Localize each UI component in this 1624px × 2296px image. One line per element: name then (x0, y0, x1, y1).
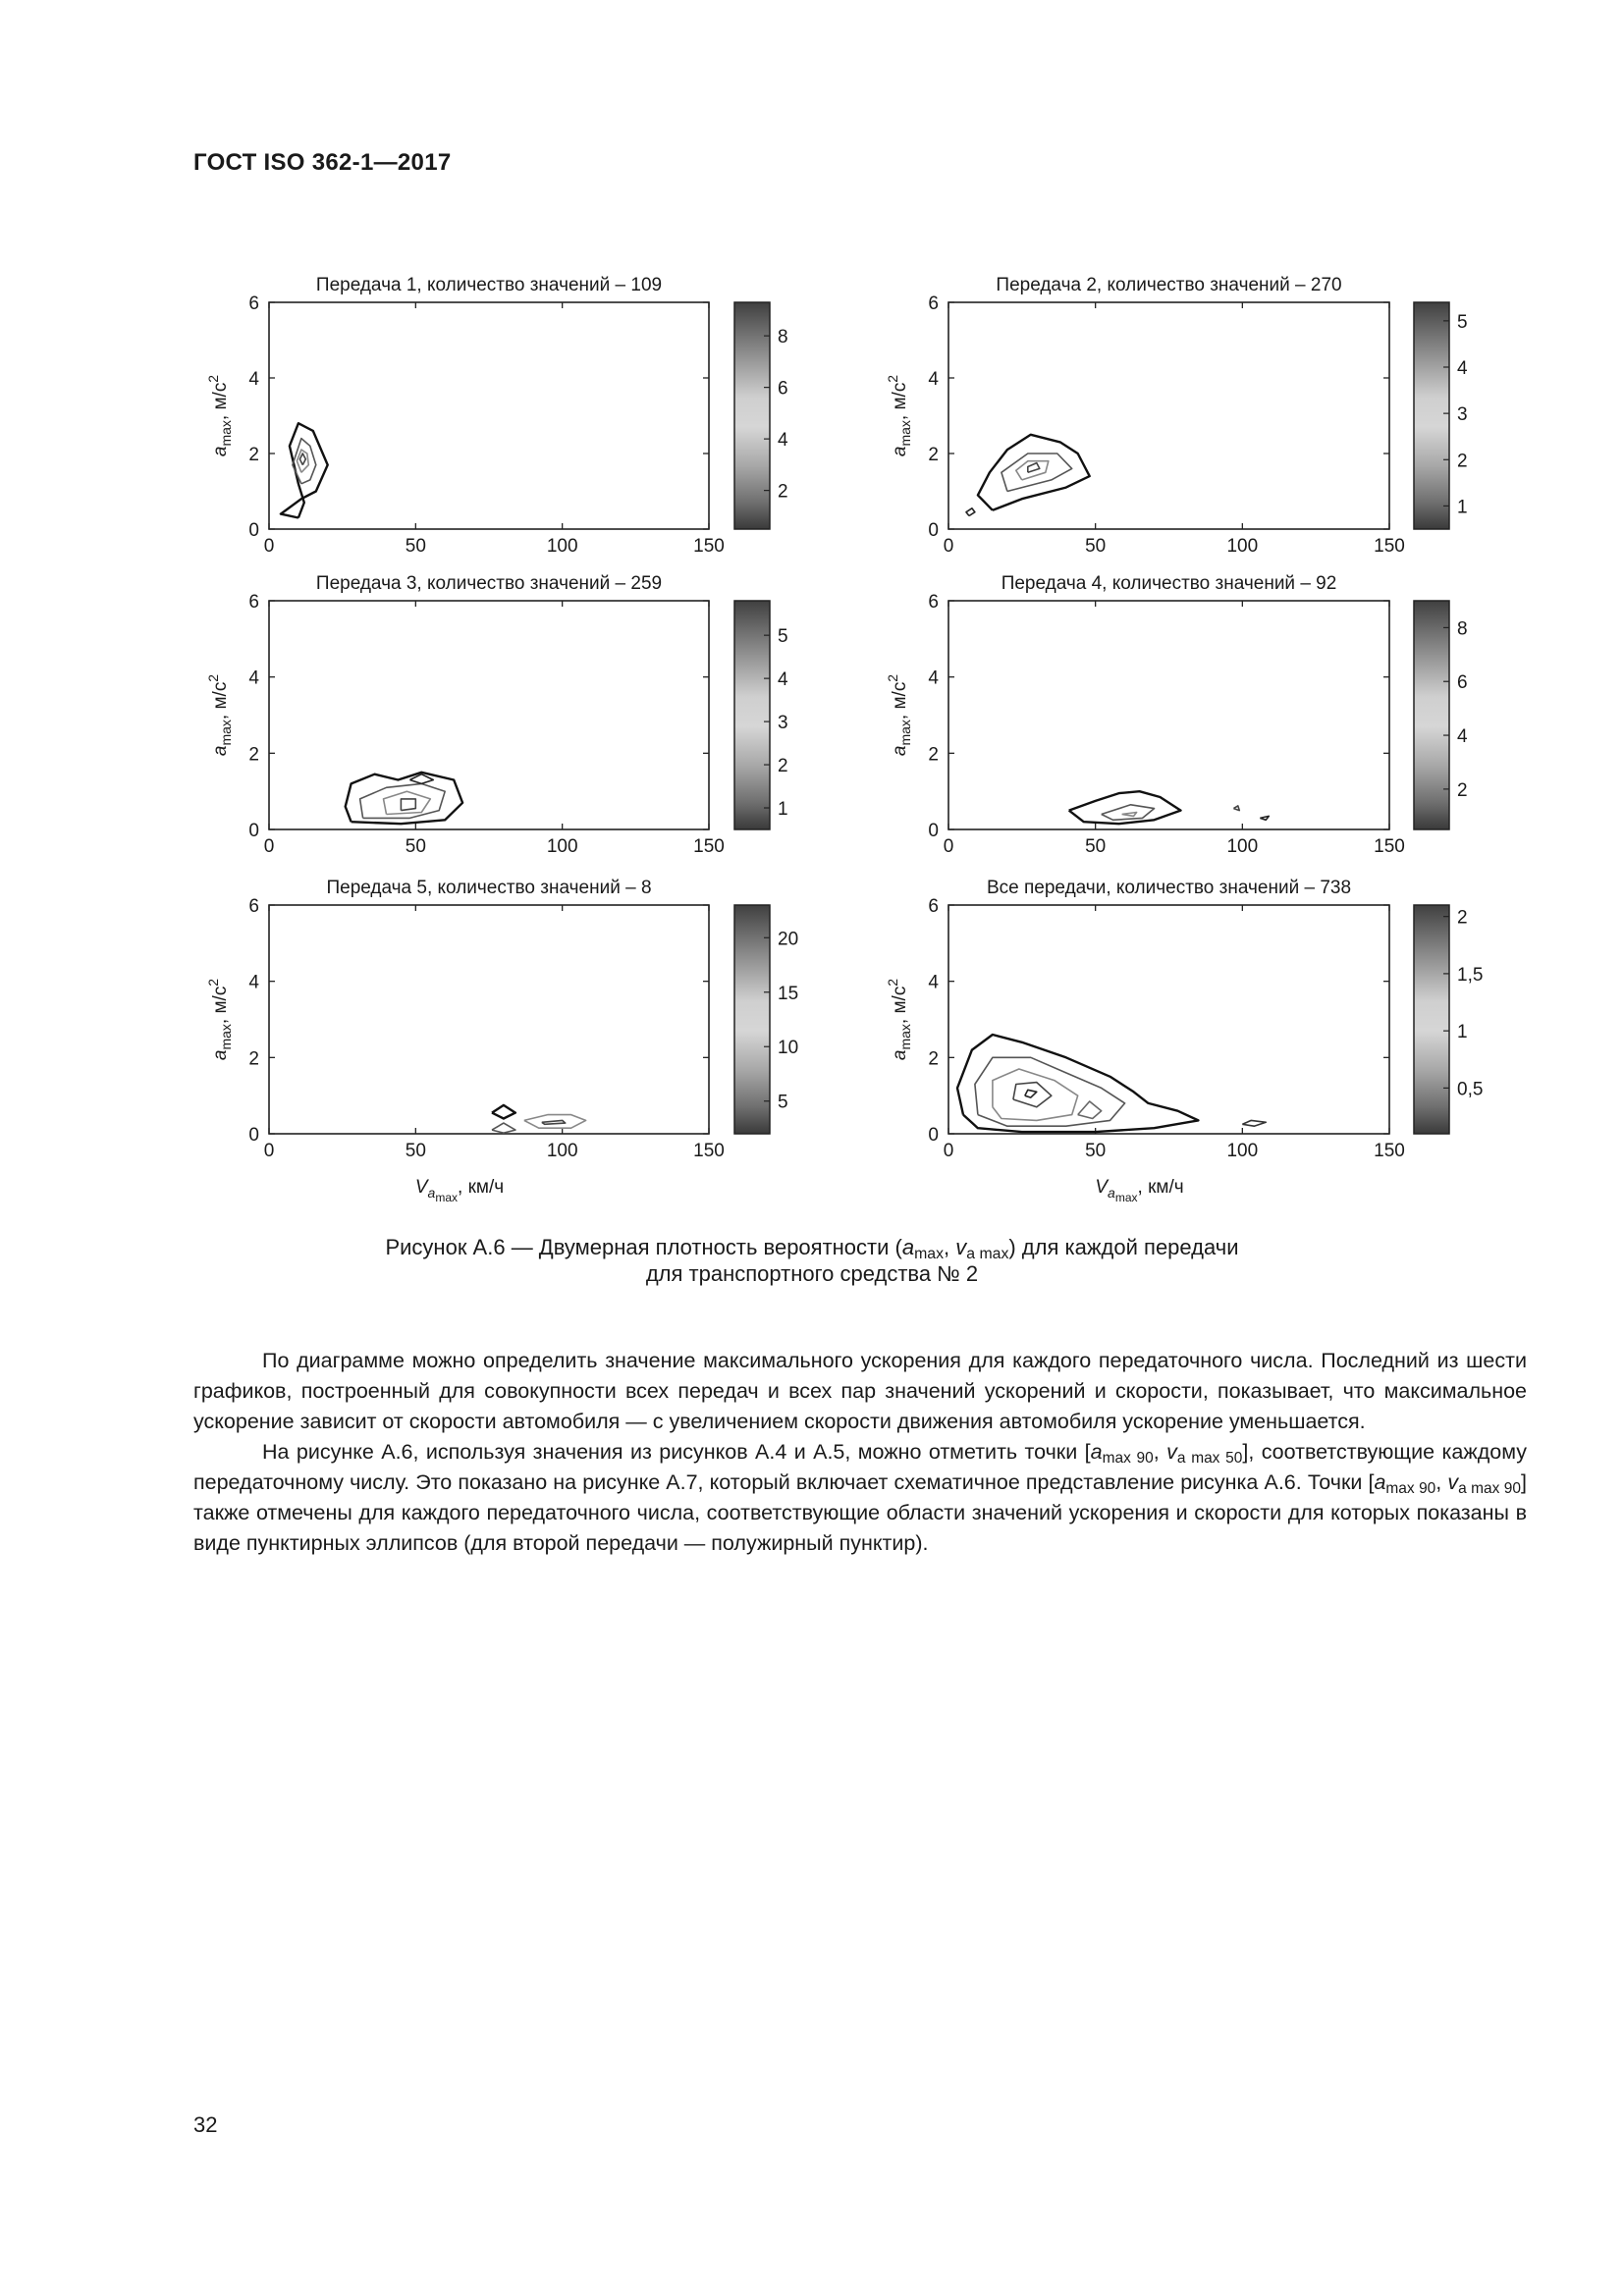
document-header: ГОСТ ISO 362-1—2017 (193, 149, 452, 176)
y-tick-label: 2 (928, 1048, 939, 1070)
x-tick-label: 150 (693, 1141, 725, 1161)
y-tick-label: 0 (928, 1125, 939, 1146)
y-axis-label: $a_{max}$, $м/с^2$ (205, 978, 234, 1061)
chart-title: Передача 5, количество значений – 8 (326, 878, 652, 898)
x-tick-label: 150 (1374, 1141, 1405, 1161)
x-tick-label: 50 (405, 1141, 426, 1161)
colorbar-tick-label: 4 (1457, 358, 1468, 379)
x-tick-label: 50 (405, 536, 426, 557)
y-tick-label: 0 (928, 520, 939, 541)
body-text (193, 1346, 1527, 1559)
colorbar-tick-label: 2 (1457, 451, 1468, 472)
y-tick-label: 6 (248, 592, 259, 613)
caption-line-1: Рисунок А.6 — Двумерная плотность вероятности ($a_{max}$, $v_{a max}$) для каждой передачи (385, 1235, 1239, 1262)
y-tick-label: 2 (248, 1048, 259, 1070)
plot-frame (269, 905, 709, 1134)
colorbar-tick-label: 4 (1457, 726, 1468, 748)
y-tick-label: 4 (928, 972, 939, 993)
chart-4 (885, 573, 1468, 857)
x-tick-label: 0 (263, 836, 275, 857)
colorbar (734, 905, 770, 1134)
colorbar-tick-label: 8 (1457, 618, 1468, 640)
y-tick-label: 4 (928, 369, 939, 390)
plot-frame (948, 601, 1389, 829)
x-tick-label: 150 (693, 536, 725, 557)
x-tick-label: 100 (546, 836, 578, 857)
x-axis-label: $V_{amax}$, км/ч (1095, 1177, 1184, 1204)
chart-1 (205, 275, 788, 557)
y-tick-label: 2 (248, 445, 259, 465)
x-tick-label: 100 (546, 536, 578, 557)
colorbar (1414, 905, 1449, 1134)
colorbar (1414, 302, 1449, 529)
y-tick-label: 4 (248, 972, 259, 993)
chart-5 (205, 878, 798, 1204)
y-axis-label: $a_{max}$, $м/с^2$ (885, 978, 913, 1061)
y-tick-label: 4 (248, 369, 259, 390)
x-tick-label: 100 (1226, 536, 1259, 557)
y-tick-label: 6 (248, 294, 259, 314)
y-tick-label: 4 (248, 667, 259, 689)
colorbar-tick-label: 4 (778, 430, 788, 452)
x-tick-label: 0 (943, 836, 954, 857)
colorbar-tick-label: 2 (1457, 779, 1468, 801)
colorbar-tick-label: 2 (778, 756, 788, 777)
colorbar-tick-label: 2 (1457, 907, 1468, 929)
chart-title: Передача 4, количество значений – 92 (1001, 573, 1337, 594)
paragraph-2: На рисунке А.6, используя значения из рисунков А.4 и А.5, можно отметить точки [$a_{max 90}$, $v_{a max 50}$], соответствующие каждому передаточному числу. Это показано на рисунке А.7, который включает схематичное представление рисунка А.6. Точки [$a_{max 90}$, $v_{a max 90}$] также отмечены для каждого передаточного числа, соответствующие области значений ускорения и скорости для которых показаны в виде пунктирных эллипсов (для второй передачи — полужирный пунктир). (193, 1440, 1527, 1555)
y-tick-label: 6 (248, 896, 259, 917)
x-tick-label: 50 (1085, 1141, 1107, 1161)
chart-3 (205, 573, 788, 857)
colorbar-tick-label: 2 (778, 481, 788, 503)
x-tick-label: 0 (263, 536, 275, 557)
x-tick-label: 50 (1085, 836, 1107, 857)
colorbar-tick-label: 15 (778, 983, 799, 1004)
x-tick-label: 100 (1226, 836, 1259, 857)
y-tick-label: 2 (248, 744, 259, 766)
colorbar-tick-label: 3 (1457, 404, 1468, 426)
colorbar-tick-label: 3 (778, 713, 788, 734)
y-tick-label: 0 (248, 520, 259, 541)
colorbar-tick-label: 4 (778, 669, 788, 691)
x-tick-label: 150 (1374, 536, 1405, 557)
chart-title: Все передачи, количество значений – 738 (986, 878, 1352, 898)
chart-title: Передача 2, количество значений – 270 (996, 275, 1342, 295)
colorbar-tick-label: 1 (1457, 1022, 1468, 1043)
colorbar-tick-label: 20 (778, 929, 799, 950)
y-axis-label: $a_{max}$, $м/с^2$ (885, 374, 913, 457)
chart-6 (885, 878, 1483, 1204)
colorbar-tick-label: 1 (778, 799, 788, 821)
y-tick-label: 2 (928, 445, 939, 465)
x-tick-label: 0 (263, 1141, 275, 1161)
chart-2 (885, 275, 1468, 557)
y-tick-label: 6 (928, 896, 939, 917)
x-tick-label: 100 (1226, 1141, 1259, 1161)
chart-title: Передача 1, количество значений – 109 (315, 275, 663, 295)
x-tick-label: 50 (405, 836, 426, 857)
paragraph-1: По диаграмме можно определить значение максимального ускорения для каждого передаточного числа. Последний из шести графиков, построенный для совокупности всех передач и всех пар значений ускорений и скорости, показывает, что максимальное ускорение зависит от скорости автомобиля — с увеличением скорости движения автомобиля ускорение уменьшается. (193, 1349, 1527, 1433)
page-number: 32 (193, 2112, 218, 2137)
y-axis-label: $a_{max}$, $м/с^2$ (205, 673, 234, 757)
y-axis-label: $a_{max}$, $м/с^2$ (205, 374, 234, 457)
y-tick-label: 0 (248, 1125, 259, 1146)
plot-frame (269, 302, 709, 529)
chart-title: Передача 3, количество значений – 259 (315, 573, 663, 594)
y-tick-label: 2 (928, 744, 939, 766)
colorbar-tick-label: 5 (778, 626, 788, 648)
caption-line-2: для транспортного средства № 2 (645, 1261, 979, 1286)
colorbar-tick-label: 8 (778, 327, 788, 348)
y-tick-label: 4 (928, 667, 939, 689)
colorbar-tick-label: 5 (778, 1092, 788, 1113)
colorbar (1414, 601, 1449, 829)
colorbar-tick-label: 5 (1457, 311, 1468, 333)
x-tick-label: 150 (1374, 836, 1405, 857)
colorbar-tick-label: 6 (778, 378, 788, 400)
y-tick-label: 6 (928, 592, 939, 613)
x-tick-label: 0 (943, 1141, 954, 1161)
x-axis-label: $V_{amax}$, км/ч (414, 1177, 505, 1204)
colorbar-tick-label: 6 (1457, 672, 1468, 694)
y-tick-label: 6 (928, 294, 939, 314)
x-tick-label: 50 (1085, 536, 1107, 557)
x-tick-label: 150 (693, 836, 725, 857)
y-tick-label: 0 (248, 821, 259, 841)
x-tick-label: 0 (943, 536, 954, 557)
plot-frame (269, 601, 709, 829)
figure-caption (295, 1234, 1329, 1287)
x-tick-label: 100 (546, 1141, 578, 1161)
y-axis-label: $a_{max}$, $м/с^2$ (885, 673, 913, 757)
y-tick-label: 0 (928, 821, 939, 841)
colorbar-tick-label: 10 (778, 1038, 799, 1059)
plot-frame (948, 302, 1389, 529)
colorbar-tick-label: 0,5 (1457, 1079, 1484, 1100)
colorbar-tick-label: 1 (1457, 497, 1468, 518)
colorbar-tick-label: 1,5 (1457, 964, 1484, 986)
